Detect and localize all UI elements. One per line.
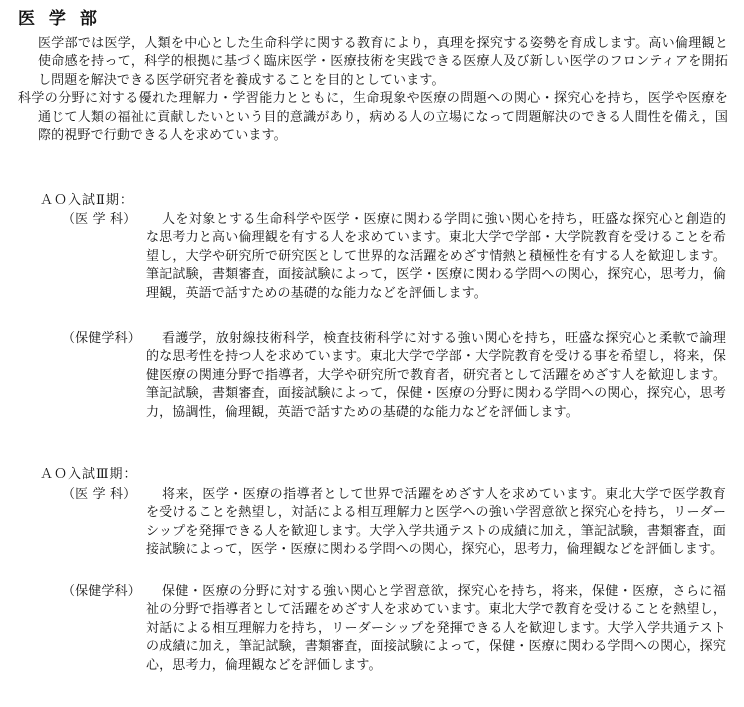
ao2-igakuka-description: 人を対象とする生命科学や医学・医療に関わる学問に強い関心を持ち，旺盛な探究心と創造的な思考力と高い倫理観を有する人を求めています。東北大学で学部・大学院教育を受けることを希望し，大学や研究所で研究医として世界的な活躍をめざす情熱と積極性を有する人を歓迎します。筆記試験，書類審査，面接試験によって，医学・医療に関わる学問への関心，探究心，思考力，倫理観，英語で話すための基礎的な能力などを評価します。 xyxy=(146,212,726,301)
page-title: 医 学 部 xyxy=(18,9,101,29)
intro-paragraph-1: 医学部では医学，人類を中心とした生命科学に関する教育により，真理を探究する姿勢を育成します。高い倫理観と使命感を持って，科学的根拠に基づく臨床医学・医療技術を実践できる医療人及び新しい医学のフロンティアを開拓し問題を解決できる医学研究者を養成することを目的としています。 xyxy=(38,36,728,88)
intro-paragraph-2: 科学の分野に対する優れた理解力・学習能力とともに，生命現象や医療の問題への関心・探究心を持ち，医学や医療を通じて人類の福祉に貢献したいという目的意識があり，病める人の立場になって問題解決のできる人間性を備え，国際的視野で行動できる人を求めています。 xyxy=(18,91,728,144)
ao3-hokengakka-entry xyxy=(62,583,726,675)
intro-section xyxy=(18,35,728,145)
ao3-igakuka-dept-label: （医 学 科） xyxy=(62,487,137,502)
ao3-hokengakka-description: 保健・医療の分野に対する強い関心と学習意欲，探究心を持ち，将来，保健・医療，さらに福祉の分野で指導者として活躍をめざす人を求めています。東北大学で教育を受けることを熱望し，対話による相互理解力を持ち，リーダーシップを発揮できる人を歓迎します。大学入学共通テストの成績に加え，筆記試験，書類審査，面接試験によって，保健・医療に関わる学問への関心，探究心，思考力，倫理観などを評価します。 xyxy=(146,584,726,673)
ao2-igakuka-dept-label: （医 学 科） xyxy=(62,212,137,227)
ao2-hokengakka-dept-label: （保健学科） xyxy=(62,331,141,346)
ao3-igakuka-entry xyxy=(62,486,726,560)
ao2-hokengakka-entry xyxy=(62,330,726,422)
ao3-igakuka-description: 将来，医学・医療の指導者として世界で活躍をめざす人を求めています。東北大学で医学教育を受けることを熱望し，対話による相互理解力と医学への強い学習意欲と探究心を持ち，リーダーシップを発揮できる人を歓迎します。大学入学共通テストの成績に加え，筆記試験，書類審査，面接試験によって，医学・医療に関わる学問への関心，探究心，思考力，倫理観などを評価します。 xyxy=(146,487,726,558)
ao2-heading: ＡＯ入試Ⅱ期： xyxy=(40,193,134,208)
ao2-igakuka-entry xyxy=(62,211,726,303)
ao3-heading: ＡＯ入試Ⅲ期： xyxy=(40,467,138,482)
ao3-hokengakka-dept-label: （保健学科） xyxy=(62,584,141,599)
ao2-hokengakka-description: 看護学，放射線技術科学，検査技術科学に対する強い関心を持ち，旺盛な探究心と柔軟で論理的な思考性を持つ人を求めています。東北大学で学部・大学院教育を受ける事を希望し，将来，保健医療の関連分野で指導者，大学や研究所で教育者，研究者として活躍をめざす人を歓迎します。筆記試験，書類審査，面接試験によって，保健・医療の分野に関わる学問への関心，探究心，思考力，協調性，倫理観，英語で話すための基礎的な能力などを評価します。 xyxy=(146,331,726,420)
